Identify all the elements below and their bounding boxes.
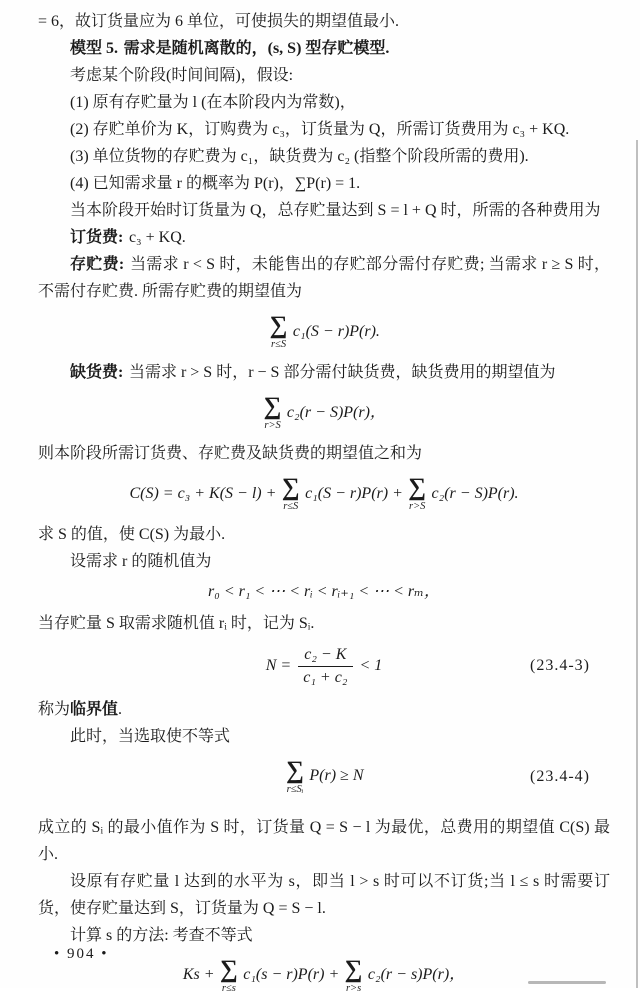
paragraph-text: 计算 s 的方法: 考查不等式 [70, 926, 253, 944]
formula-tail: c₂(r − s)P(r)， [367, 966, 466, 984]
formula-demand-sequence [38, 579, 610, 605]
shortage-cost-label: 缺货费: [70, 364, 124, 382]
paragraph-select-inequality-intro [38, 723, 610, 750]
ordering-cost-label: 订货费: [70, 229, 124, 246]
model-5-label: 模型 5. [70, 40, 119, 57]
paragraph-text: 成立的 Sᵢ 的最小值作为 S 时，订货量 Q = S − l 为最优，总费用的期望值 C(S) 最小. [38, 818, 610, 863]
formula-lead: N = [265, 656, 292, 674]
paragraph-total-cost-intro [38, 440, 610, 467]
fraction [298, 645, 353, 688]
sum-lower-limit: r≤S [283, 501, 299, 513]
paragraph-text: (1) 原有存贮量为 l (在本阶段内为常数)， [70, 94, 356, 111]
paragraph-conclusion-order-6 [38, 8, 610, 35]
formula-tail: c₂(r − S)P(r). [431, 484, 519, 502]
formula-probability-inequality [38, 754, 610, 800]
holding-cost-label: 存贮费: [70, 256, 125, 273]
sum-symbol [220, 957, 238, 995]
paragraph-text: . [118, 700, 123, 718]
critical-value-term: 临界值 [70, 700, 119, 718]
fraction-numerator: c₂ − K [298, 645, 353, 667]
sum-lower-limit: r≤S [271, 339, 287, 350]
paragraph-text: 需求是随机离散的，(s, S) 型存贮模型. [123, 40, 390, 57]
formula-shortage-cost-expectation [38, 390, 610, 436]
paragraph-text: (2) 存贮单价为 K，订购费为 c₃，订货量为 Q，所需订货费用为 c₃ + KQ. [70, 121, 570, 138]
paragraph-model-5-heading [38, 35, 610, 62]
sigma-icon: ∑ [263, 393, 282, 421]
formula-middle: c₁(S − r)P(r) + [305, 484, 403, 502]
scan-artifact-bottom-smudge [528, 981, 606, 984]
sum-lower-limit: r≤s [221, 982, 236, 994]
assumption-3 [38, 143, 610, 170]
paragraph-text: 当存贮量 S 取需求随机值 rᵢ 时，记为 Sᵢ. [38, 614, 315, 632]
paragraph-reorder-point [38, 868, 610, 922]
formula-tail: < 1 [359, 656, 383, 674]
sum-symbol [408, 475, 426, 513]
formula-lead: Ks + [182, 966, 215, 984]
sigma-icon: ∑ [344, 955, 363, 983]
paragraph-text: (3) 单位货物的存贮费为 c₁，缺货费为 c₂ (指整个阶段所需的费用). [70, 148, 529, 165]
sigma-icon: ∑ [219, 955, 238, 983]
paragraph-stage-intro [38, 62, 610, 89]
paragraph-compute-s-method [38, 922, 610, 949]
sigma-icon: ∑ [281, 474, 300, 502]
paragraph-text: 当需求 r > S 时，r − S 部分需付缺货费，缺货费用的期望值为 [128, 364, 556, 382]
sum-lower-limit: r>s [345, 982, 362, 994]
paragraph-minimize-cs [38, 521, 610, 548]
sigma-icon: ∑ [269, 312, 288, 339]
paragraph-notation-si [38, 610, 610, 637]
paragraph-text: 当需求 r < S 时，未能售出的存贮部分需付存贮费; 当需求 r ≥ S 时，不需付存贮费. 所需存贮费的期望值为 [38, 256, 610, 300]
sum-symbol [286, 758, 304, 796]
page-number: • 904 • [54, 946, 109, 962]
paragraph-text: 此时，当选取使不等式 [70, 727, 231, 745]
paragraph-stage-order [38, 197, 610, 224]
paragraph-text: 设需求 r 的随机值为 [70, 553, 212, 571]
sigma-icon: ∑ [408, 474, 427, 502]
sum-symbol [270, 313, 288, 351]
sum-symbol [345, 957, 363, 995]
paragraph-text: 设原有存贮量 l 达到的水平为 s，即当 l > s 时可以不订货;当 l ≤ s 时需要订货，使存贮量达到 S，订货量为 Q = S − l. [38, 872, 610, 917]
paragraph-text: 则本阶段所需订货费、存贮费及缺货费的期望值之和为 [38, 445, 423, 463]
paragraph-shortage-cost [38, 359, 610, 386]
paragraph-text: 称为 [38, 700, 71, 718]
scan-artifact-right-edge [636, 140, 638, 988]
paragraph-text: 当本阶段开始时订货量为 Q，总存贮量达到 S = l + Q 时，所需的各种费用为 [70, 202, 601, 219]
paragraph-holding-cost [38, 251, 610, 305]
assumption-4 [38, 170, 610, 197]
formula-expression: c₁(S − r)P(r). [292, 322, 380, 340]
paragraph-optimal-order [38, 814, 610, 868]
paragraph-text: c₃ + KQ. [128, 229, 186, 246]
paragraph-ordering-cost [38, 224, 610, 251]
paragraph-text: = 6，故订货量应为 6 单位，可使损失的期望值最小. [38, 13, 400, 30]
sum-lower-limit: r>S [409, 501, 426, 513]
formula-middle: c₁(s − r)P(r) + [243, 966, 340, 984]
paragraph-text: 考虑某个阶段(时间间隔)，假设: [70, 67, 294, 84]
formula-expression: c₂(r − S)P(r)， [286, 403, 386, 421]
paragraph-critical-value-name [38, 696, 610, 723]
sigma-icon: ∑ [286, 756, 304, 784]
sum-lower-limit: r>S [264, 420, 281, 432]
formula-s-inequality [38, 953, 610, 999]
paragraph-text: (4) 已知需求量 r 的概率为 P(r)，∑P(r) = 1. [70, 175, 361, 192]
equation-number: (23.4-3) [530, 656, 590, 674]
sum-symbol [264, 394, 282, 432]
assumption-1 [38, 89, 610, 116]
fraction-denominator: c₁ + c₂ [303, 668, 348, 686]
formula-lead: C(S) = c₃ + K(S − l) + [129, 484, 277, 502]
formula-expression: P(r) ≥ N [309, 767, 364, 785]
assumption-2 [38, 116, 610, 143]
sum-lower-limit: r≤Sᵢ [286, 783, 304, 795]
formula-holding-cost-expectation [38, 309, 610, 355]
paragraph-text: 求 S 的值，使 C(S) 为最小. [38, 526, 226, 544]
paragraph-demand-random-intro [38, 548, 610, 575]
formula-critical-value [38, 641, 610, 692]
formula-expression: r₀ < r₁ < ⋯ < rᵢ < rᵢ₊₁ < ⋯ < rₘ， [208, 583, 440, 601]
formula-total-cost [38, 471, 610, 517]
sum-symbol [282, 475, 300, 513]
equation-number: (23.4-4) [530, 767, 590, 785]
